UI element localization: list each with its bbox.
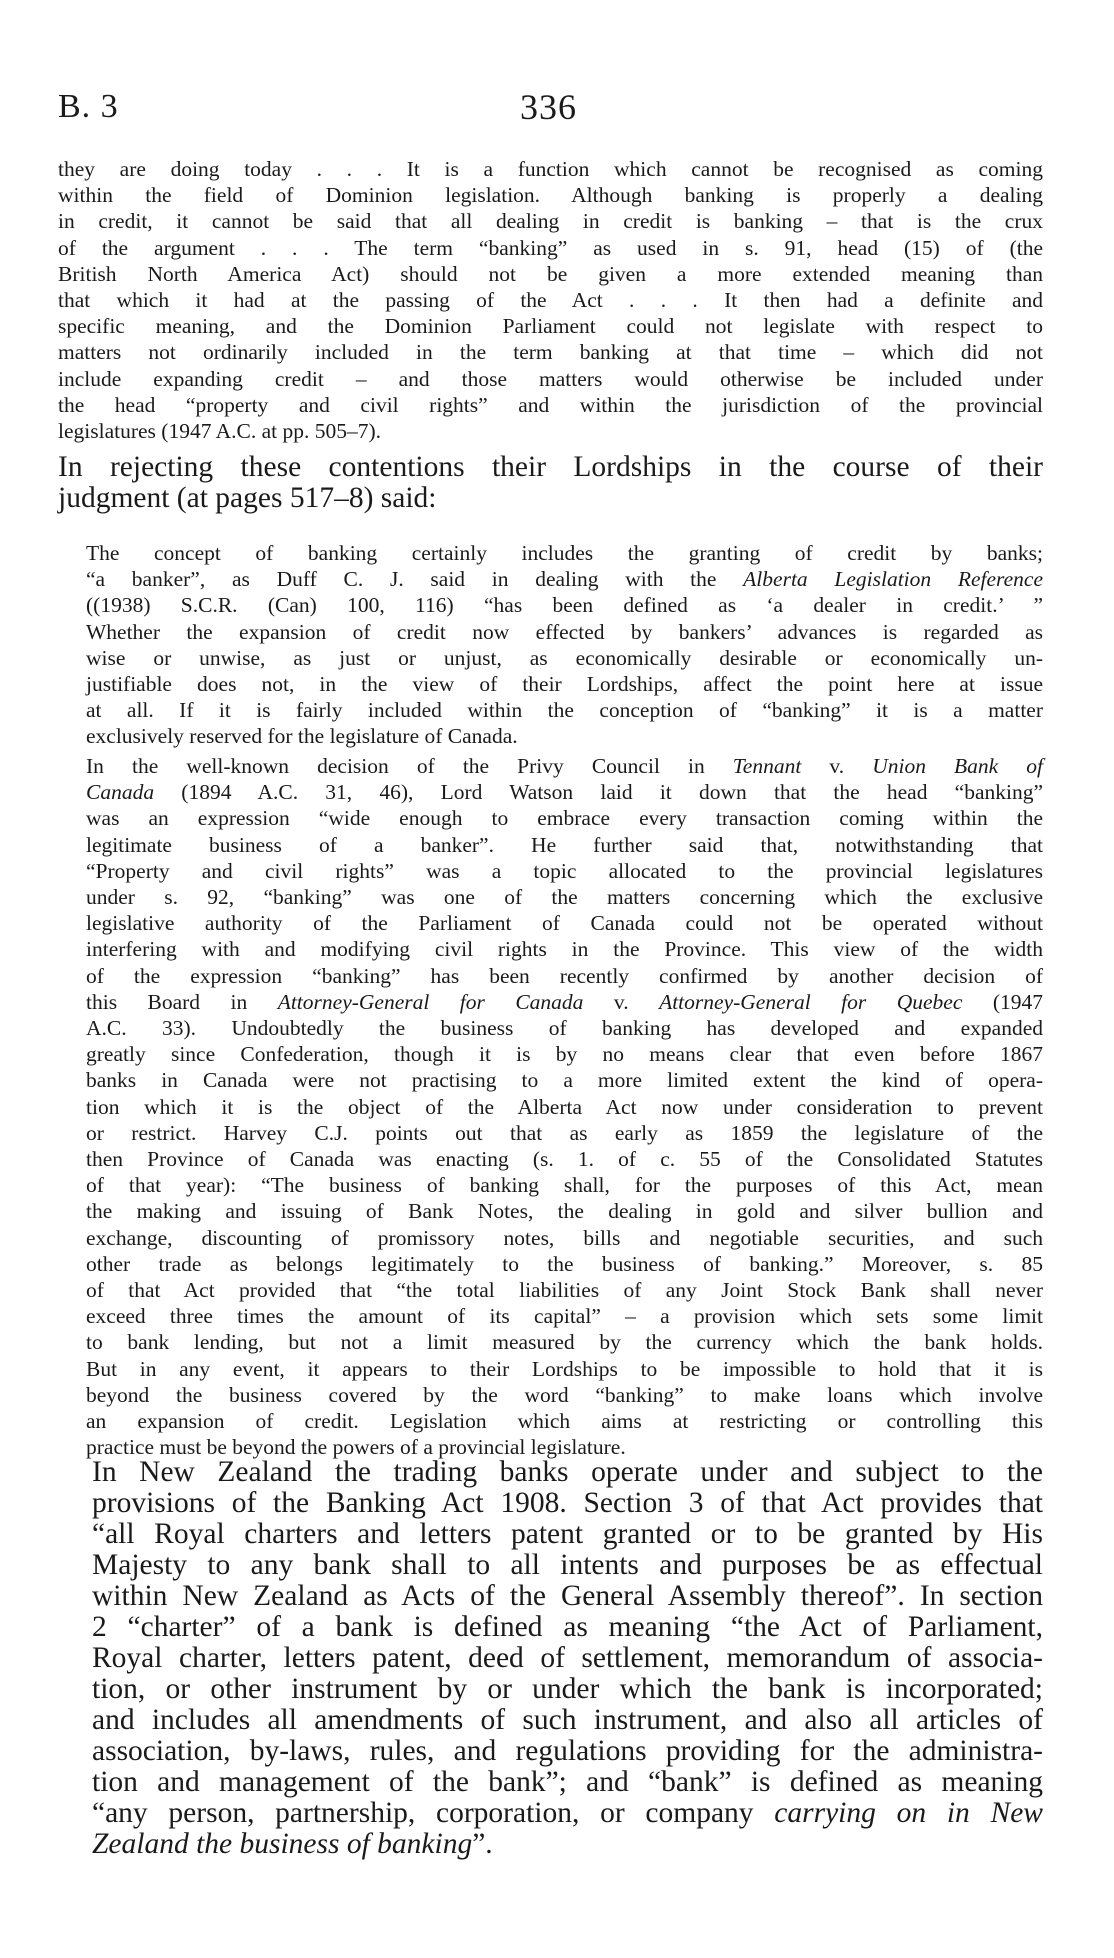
- text-line: and includes all amendments of such instrument, and also all articles of: [92, 1704, 1043, 1736]
- italic-citation: Union Bank of: [872, 754, 1043, 778]
- text-line: of that Act provided that “the total liabilities of any Joint Stock Bank shall never: [86, 1278, 1043, 1303]
- text-line: wise or unwise, as just or unjust, as economically desirable or economically un-: [86, 645, 1043, 670]
- text-line: legislative authority of the Parliament of Canada could not be operated without: [86, 911, 1043, 936]
- text-line: they are doing today . . . It is a function which cannot be recognised as coming: [58, 157, 1043, 181]
- text-line: exceed three times the amount of its capital” – a provision which sets some limit: [86, 1304, 1043, 1329]
- text-line: to bank lending, but not a limit measured by the currency which the bank holds.: [86, 1330, 1043, 1355]
- text-line: In rejecting these contentions their Lordships in the course of their: [58, 451, 1043, 483]
- text-line: “any person, partnership, corporation, or company carrying on in New: [92, 1797, 1043, 1829]
- text-line: within the field of Dominion legislation. Although banking is properly a dealing: [58, 183, 1043, 208]
- text-line: In the well-known decision of the Privy Council in Tennant v. Union Bank of: [86, 754, 1043, 778]
- italic-citation: Canada: [86, 780, 155, 805]
- text-line: the head “property and civil rights” and within the jurisdiction of the provincial: [58, 392, 1043, 417]
- text-line: exchange, discounting of promissory notes, bills and negotiable securities, and such: [86, 1225, 1043, 1250]
- text-line: or restrict. Harvey C.J. points out that as early as 1859 the legislature of the: [86, 1120, 1043, 1145]
- text-line: of the argument . . . The term “banking” as used in s. 91, head (15) of (the: [58, 235, 1043, 260]
- text-line: include expanding credit – and those matters would otherwise be included under: [58, 366, 1043, 391]
- text-line: of that year): “The business of banking shall, for the purposes of this Act, mean: [86, 1173, 1043, 1198]
- text-line: Royal charter, letters patent, deed of settlement, memorandum of associa-: [92, 1642, 1043, 1674]
- text-line: practice must be beyond the powers of a provincial legislature.: [86, 1435, 626, 1460]
- judgment-quote-paragraph-1: [58, 540, 1043, 750]
- text-line: Canada (1894 A.C. 31, 46), Lord Watson laid it down that the head “banking”: [86, 780, 1043, 805]
- italic-citation: Attorney-General for Canada: [277, 989, 584, 1014]
- quoted-argument-paragraph: [58, 156, 1043, 444]
- text-line: British North America Act) should not be given a more extended meaning than: [58, 261, 1043, 286]
- italic-citation: carrying on in New: [774, 1797, 1043, 1829]
- text-line: “all Royal charters and letters patent granted or to be granted by His: [92, 1518, 1043, 1550]
- text-line: “Property and civil rights” was a topic allocated to the provincial legislatures: [86, 858, 1043, 883]
- text-line: But in any event, it appears to their Lordships to be impossible to hold that it is: [86, 1356, 1043, 1381]
- text-line: Whether the expansion of credit now effected by bankers’ advances is regarded as: [86, 619, 1043, 644]
- text-line: that which it had at the passing of the Act . . . It then had a definite and: [58, 288, 1043, 313]
- new-zealand-paragraph: [58, 1457, 1043, 1860]
- text-line: within New Zealand as Acts of the General Assembly thereof”. In section: [92, 1580, 1043, 1612]
- text-line: “a banker”, as Duff C. J. said in dealing with the Alberta Legislation Reference: [86, 567, 1044, 592]
- text-line: Majesty to any bank shall to all intents and purposes be as effectual: [92, 1549, 1043, 1581]
- text-line: judgment (at pages 517–8) said:: [58, 482, 437, 514]
- text-line: legislatures (1947 A.C. at pp. 505–7).: [58, 419, 382, 444]
- section-code: B. 3: [58, 88, 119, 125]
- text-line: interfering with and modifying civil rights in the Province. This view of the width: [86, 937, 1043, 962]
- text-line: the making and issuing of Bank Notes, the dealing in gold and silver bullion and: [86, 1199, 1043, 1224]
- text-line: greatly since Confederation, though it is by no means clear that even before 1867: [86, 1042, 1043, 1067]
- text-line: ((1938) S.C.R. (Can) 100, 116) “has been defined as ‘a dealer in credit.’ ”: [86, 593, 1043, 618]
- italic-citation: Alberta Legislation Reference: [743, 567, 1044, 592]
- italic-citation: Zealand the business of banking: [92, 1828, 473, 1860]
- text-line: was an expression “wide enough to embrace every transaction coming within the: [86, 806, 1043, 831]
- text-line: tion which it is the object of the Alberta Act now under consideration to prevent: [86, 1094, 1043, 1119]
- text-line: beyond the business covered by the word “banking” to make loans which involve: [86, 1382, 1043, 1407]
- text-line: of the expression “banking” has been recently confirmed by another decision of: [86, 963, 1043, 988]
- text-line: specific meaning, and the Dominion Parliament could not legislate with respect to: [58, 314, 1043, 339]
- text-line: provisions of the Banking Act 1908. Section 3 of that Act provides that: [92, 1487, 1043, 1519]
- page-number: 336: [520, 87, 577, 127]
- text-line: at all. If it is fairly included within the conception of “banking” it is a matter: [86, 698, 1043, 723]
- text-line: under s. 92, “banking” was one of the matters concerning which the exclusive: [86, 885, 1043, 910]
- text-line: banks in Canada were not practising to a more limited extent the kind of opera-: [86, 1068, 1043, 1093]
- text-line: other trade as belongs legitimately to the business of banking.” Moreover, s. 85: [86, 1251, 1043, 1276]
- text-line: The concept of banking certainly includes the granting of credit by banks;: [86, 541, 1043, 565]
- italic-citation: Attorney-General for Quebec: [659, 989, 963, 1014]
- text-line: exclusively reserved for the legislature of Canada.: [86, 724, 518, 749]
- text-line: matters not ordinarily included in the term banking at that time – which did not: [58, 340, 1043, 365]
- text-line: tion and management of the bank”; and “bank” is defined as meaning: [92, 1766, 1043, 1798]
- text-line: 2 “charter” of a bank is defined as meaning “the Act of Parliament,: [92, 1611, 1043, 1643]
- text-line: an expansion of credit. Legislation which aims at restricting or controlling this: [86, 1409, 1043, 1434]
- text-line: in credit, it cannot be said that all dealing in credit is banking – that is the crux: [58, 209, 1043, 234]
- italic-citation: Tennant: [732, 754, 802, 778]
- text-line: legitimate business of a banker”. He further said that, notwithstanding that: [86, 832, 1043, 857]
- text-line: Zealand the business of banking”.: [92, 1828, 493, 1860]
- text-line: A.C. 33). Undoubtedly the business of banking has developed and expanded: [86, 1016, 1043, 1041]
- text-line: In New Zealand the trading banks operate under and subject to the: [92, 1456, 1043, 1488]
- text-line: this Board in Attorney-General for Canada v. Attorney-General for Quebec (1947: [86, 989, 1043, 1014]
- text-line: then Province of Canada was enacting (s. 1. of c. 55 of the Consolidated Statutes: [86, 1147, 1043, 1172]
- text-line: justifiable does not, in the view of their Lordships, affect the point here at issue: [86, 672, 1043, 697]
- lordships-intro-paragraph: [58, 452, 1043, 514]
- text-line: association, by-laws, rules, and regulations providing for the administra-: [92, 1735, 1043, 1767]
- judgment-quote-paragraph-2: [58, 753, 1043, 1460]
- text-line: tion, or other instrument by or under which the bank is incorporated;: [92, 1673, 1043, 1705]
